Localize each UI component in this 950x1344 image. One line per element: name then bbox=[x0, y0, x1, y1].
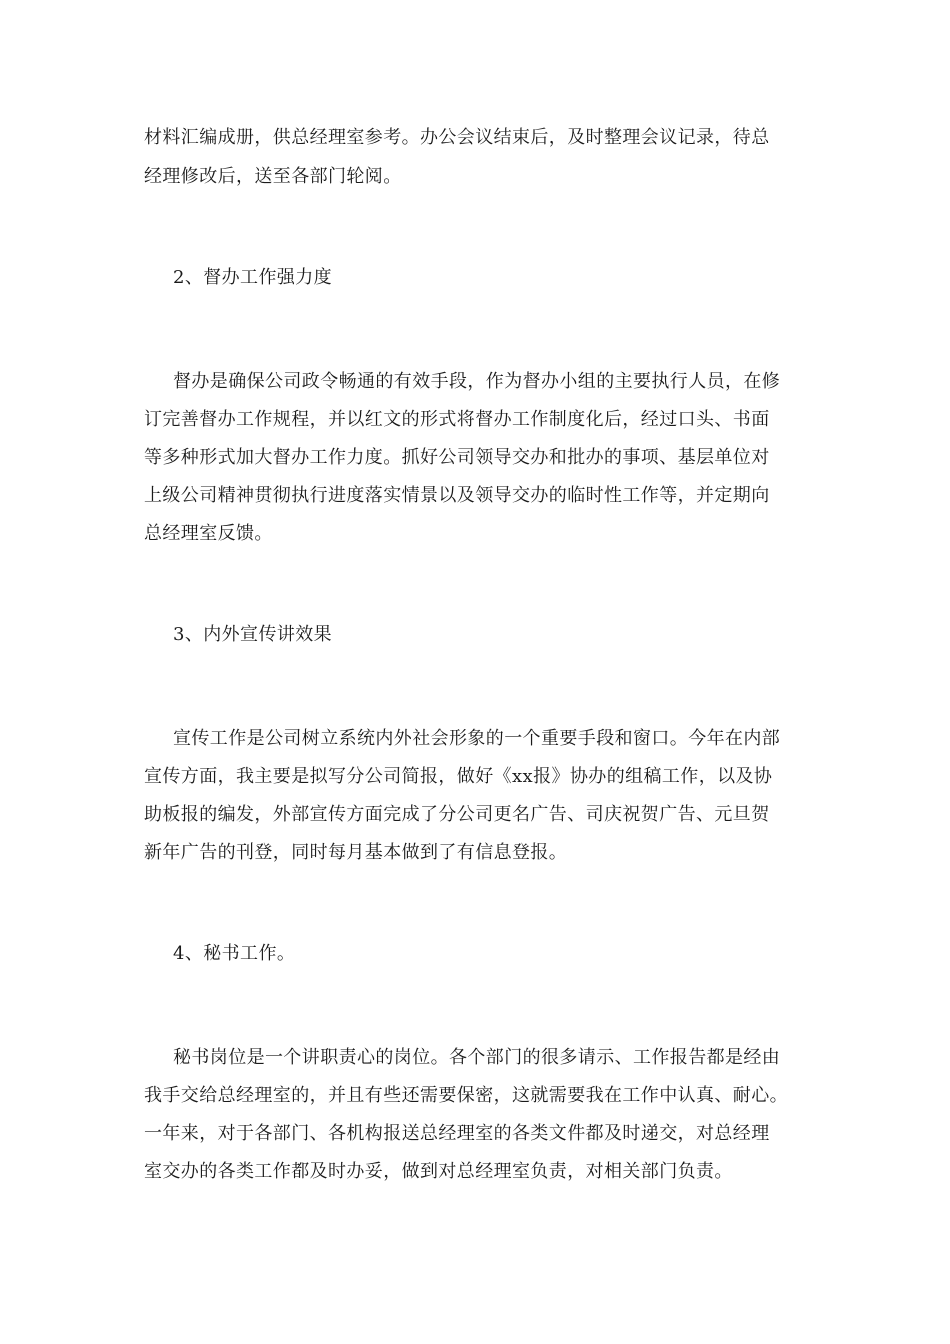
paragraph-line: 经理修改后，送至各部门轮阅。 bbox=[144, 166, 402, 187]
section-heading: 3、内外宣传讲效果 bbox=[173, 624, 333, 645]
paragraph-line: 上级公司精神贯彻执行进度落实情景以及领导交办的临时性工作等，并定期向 bbox=[144, 485, 770, 506]
paragraph-line: 助板报的编发，外部宣传方面完成了分公司更名广告、司庆祝贺广告、元旦贺 bbox=[144, 804, 770, 825]
paragraph-line: 宣传工作是公司树立系统内外社会形象的一个重要手段和窗口。今年在内部 bbox=[173, 728, 781, 749]
section-heading: 4、秘书工作。 bbox=[173, 943, 296, 964]
paragraph-line: 材料汇编成册，供总经理室参考。办公会议结束后，及时整理会议记录，待总 bbox=[144, 127, 770, 148]
paragraph-line: 订完善督办工作规程，并以红文的形式将督办工作制度化后，经过口头、书面 bbox=[144, 409, 770, 430]
paragraph-line: 等多种形式加大督办工作力度。抓好公司领导交办和批办的事项、基层单位对 bbox=[144, 447, 770, 468]
paragraph-line: 宣传方面，我主要是拟写分公司简报，做好《xx报》协办的组稿工作，以及协 bbox=[144, 766, 773, 787]
section-heading: 2、督办工作强力度 bbox=[173, 267, 333, 288]
paragraph-line: 秘书岗位是一个讲职责心的岗位。各个部门的很多请示、工作报告都是经由 bbox=[173, 1047, 781, 1068]
paragraph-line: 总经理室反馈。 bbox=[144, 523, 273, 544]
paragraph-line: 新年广告的刊登，同时每月基本做到了有信息登报。 bbox=[144, 842, 568, 863]
paragraph-line: 室交办的各类工作都及时办妥，做到对总经理室负责，对相关部门负责。 bbox=[144, 1161, 733, 1182]
paragraph-line: 一年来，对于各部门、各机构报送总经理室的各类文件都及时递交，对总经理 bbox=[144, 1123, 770, 1144]
paragraph-line: 我手交给总经理室的，并且有些还需要保密，这就需要我在工作中认真、耐心。 bbox=[144, 1085, 788, 1106]
paragraph-line: 督办是确保公司政令畅通的有效手段，作为督办小组的主要执行人员，在修 bbox=[173, 371, 781, 392]
